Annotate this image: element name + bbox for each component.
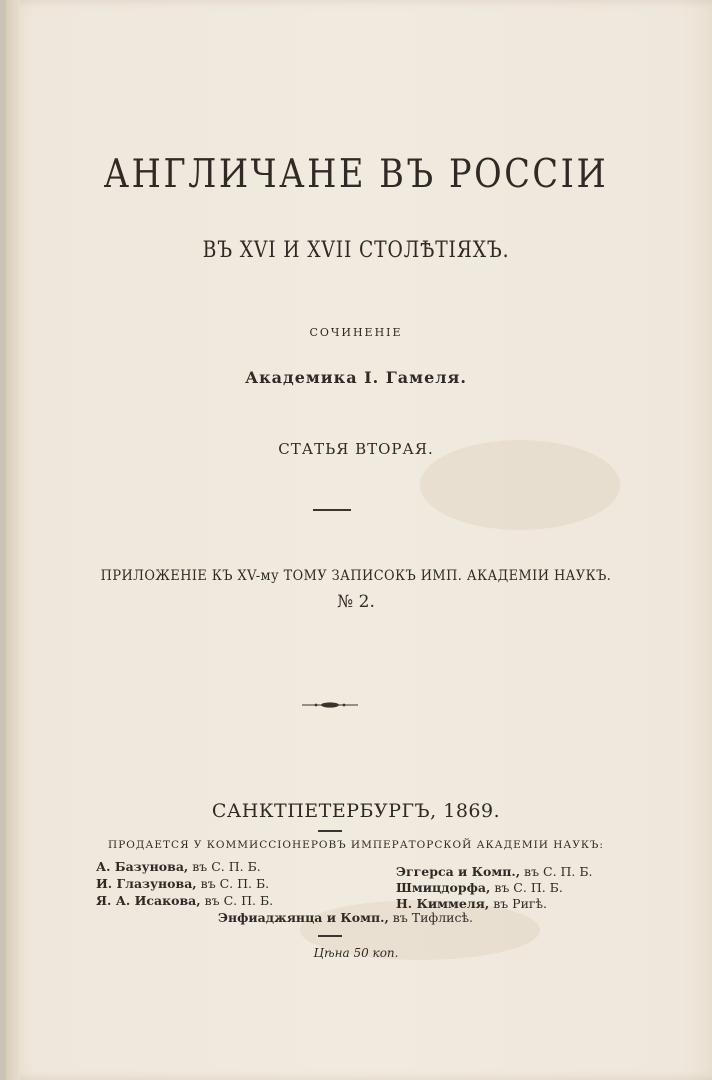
seller-name: И. Глазунова, [96, 876, 197, 891]
article-label: СТАТЬЯ ВТОРАЯ. [278, 440, 434, 458]
page-edge [6, 0, 20, 1080]
issue-number: № 2. [337, 592, 375, 612]
seller-entry [96, 876, 269, 891]
book-subtitle: ВЪ XVI И XVII СТОЛѢТІЯХЪ. [202, 238, 510, 263]
divider-rule [313, 509, 351, 511]
seller-entry [396, 864, 593, 879]
price-label: Цѣна 50 коп. [313, 946, 399, 960]
seller-place: въ Тифлисѣ. [392, 910, 473, 925]
seller-name: Эггерса и Комп., [396, 864, 521, 879]
byline-label: СОЧИНЕНІЕ [309, 326, 403, 339]
seller-name: Я. А. Исакова, [96, 893, 201, 908]
seller-name: А. Базунова, [96, 859, 189, 874]
seller-place: въ С. П. Б. [192, 859, 261, 874]
seller-entry [396, 880, 563, 895]
seller-name: Н. Киммеля, [396, 896, 490, 911]
seller-name: Шмицдорфа, [396, 880, 491, 895]
book-title: АНГЛИЧАНЕ ВЪ РОССІИ [103, 152, 609, 197]
seller-place: въ С. П. Б. [524, 864, 593, 879]
divider-rule [318, 935, 342, 937]
ornament-divider [302, 700, 358, 710]
seller-place: въ С. П. Б. [494, 880, 563, 895]
imprint-city-year: САНКТПЕТЕРБУРГЪ, 1869. [211, 800, 501, 822]
seller-name: Энфиаджянца и Комп., [218, 910, 389, 925]
seller-entry [396, 896, 547, 911]
appendix-note: ПРИЛОЖЕНІЕ КЪ XV-му ТОМУ ЗАПИСОКЪ ИМП. АКАДЕМІИ НАУКЪ. [100, 568, 612, 584]
seller-place: въ С. П. Б. [200, 876, 270, 891]
seller-entry [96, 893, 273, 908]
sold-by-note: ПРОДАЕТСЯ У КОММИССІОНЕРОВЪ ИМПЕРАТОРСКОЙ АКАДЕМІИ НАУКЪ: [108, 839, 604, 851]
seller-entry [218, 910, 473, 925]
author-name: Академика І. Гамеля. [245, 368, 467, 387]
divider-rule [318, 830, 342, 832]
seller-place: въ С. П. Б. [204, 893, 274, 908]
seller-entry [96, 859, 261, 874]
seller-place: въ Ригѣ. [493, 896, 547, 911]
